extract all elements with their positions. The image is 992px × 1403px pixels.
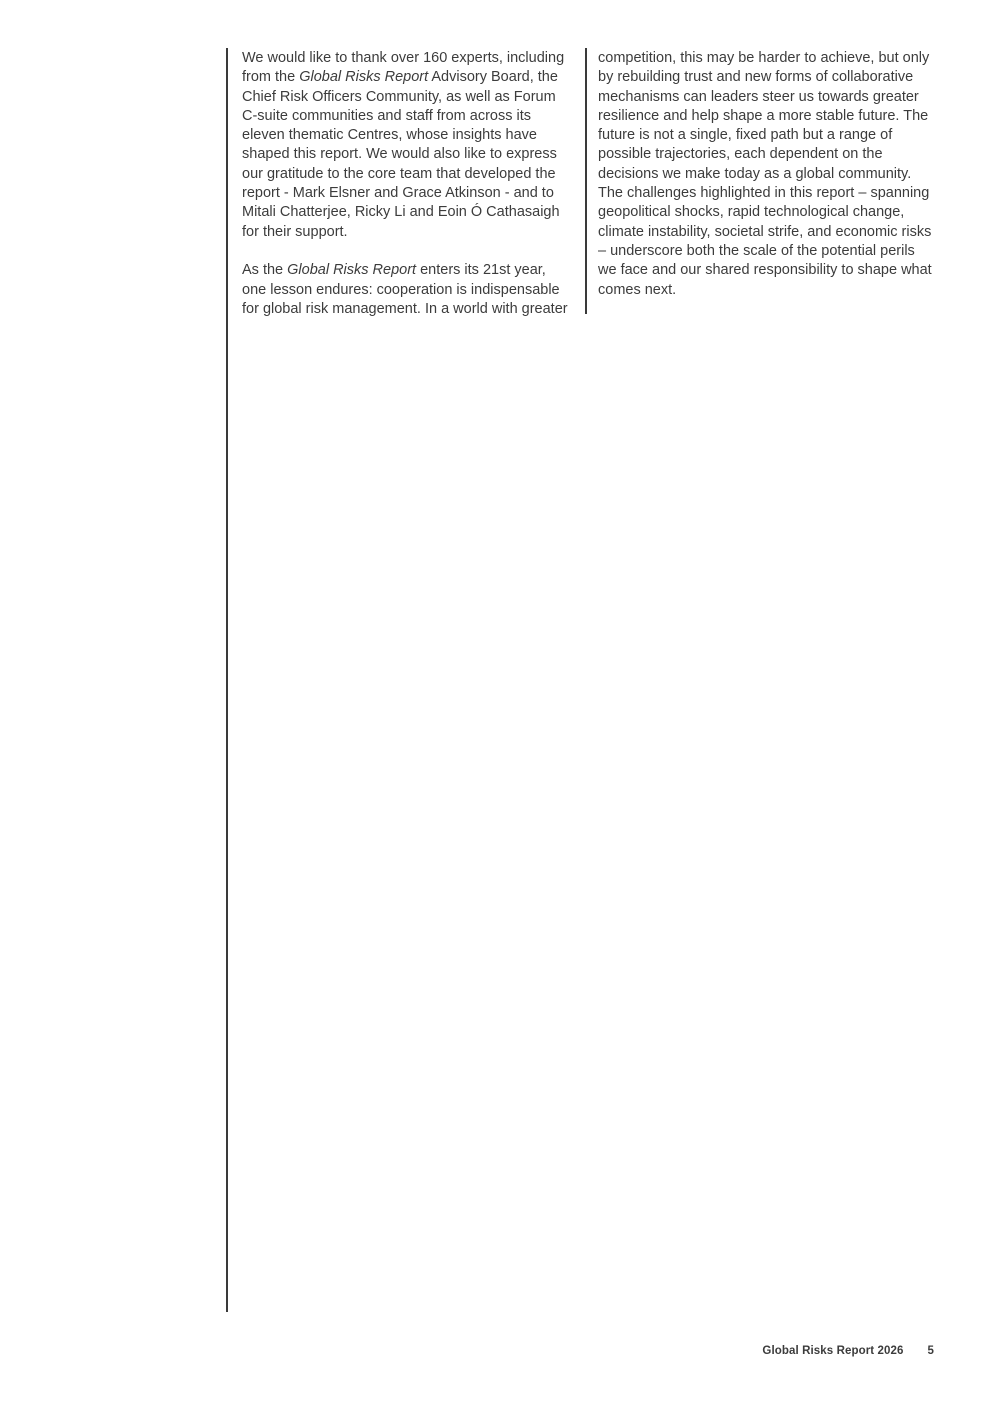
page-footer: [762, 1345, 934, 1357]
acknowledgements-text-2: Advisory Board, the Chief Risk Officers Community, as well as Forum C-suite communities and staff from across its eleven thematic Centres, whose insights have shaped this report. We would also like to express our gratitude to the core team that developed the report - Mark Elsner and Grace Atkinson - and to Mitali Chatterjee, Ricky Li and Eoin Ó Cathasaigh for their support.: [242, 69, 560, 240]
column-divider-rule: [585, 48, 587, 314]
footer-report-title: Global Risks Report 2026: [762, 1345, 904, 1357]
acknowledgements-text-1: We would like to thank over 160 experts, including from the: [242, 50, 565, 86]
footer-page-number: 5: [927, 1345, 934, 1357]
text-column-right: [598, 49, 937, 300]
text-column-left: [242, 49, 573, 319]
paragraph-future-outlook: competition, this may be harder to achieve, but only by rebuilding trust and new forms of collaborative mechanisms can leaders steer us towards greater resilience and help shape a more stable future. The future is not a single, fixed path but a range of possible trajectories, each dependent on the decisions we make today as a global community. The challenges highlighted in this report – spanning geopolitical shocks, rapid technological change, climate instability, societal strife, and economic risks – underscore both the scale of the potential perils we face and our shared responsibility to shape what comes next.: [598, 50, 932, 298]
report-title-italic: Global Risks Report: [287, 262, 417, 279]
cooperation-text-2: enters its 21st year, one lesson endures: cooperation is indispensable for global risk management. In a world with greater: [242, 262, 568, 317]
cooperation-text-1: As the: [242, 262, 288, 279]
paragraph-acknowledgements: [242, 49, 573, 242]
left-margin-rule: [226, 48, 228, 1312]
report-title-italic: Global Risks Report: [299, 69, 429, 86]
paragraph-cooperation: [242, 261, 573, 319]
